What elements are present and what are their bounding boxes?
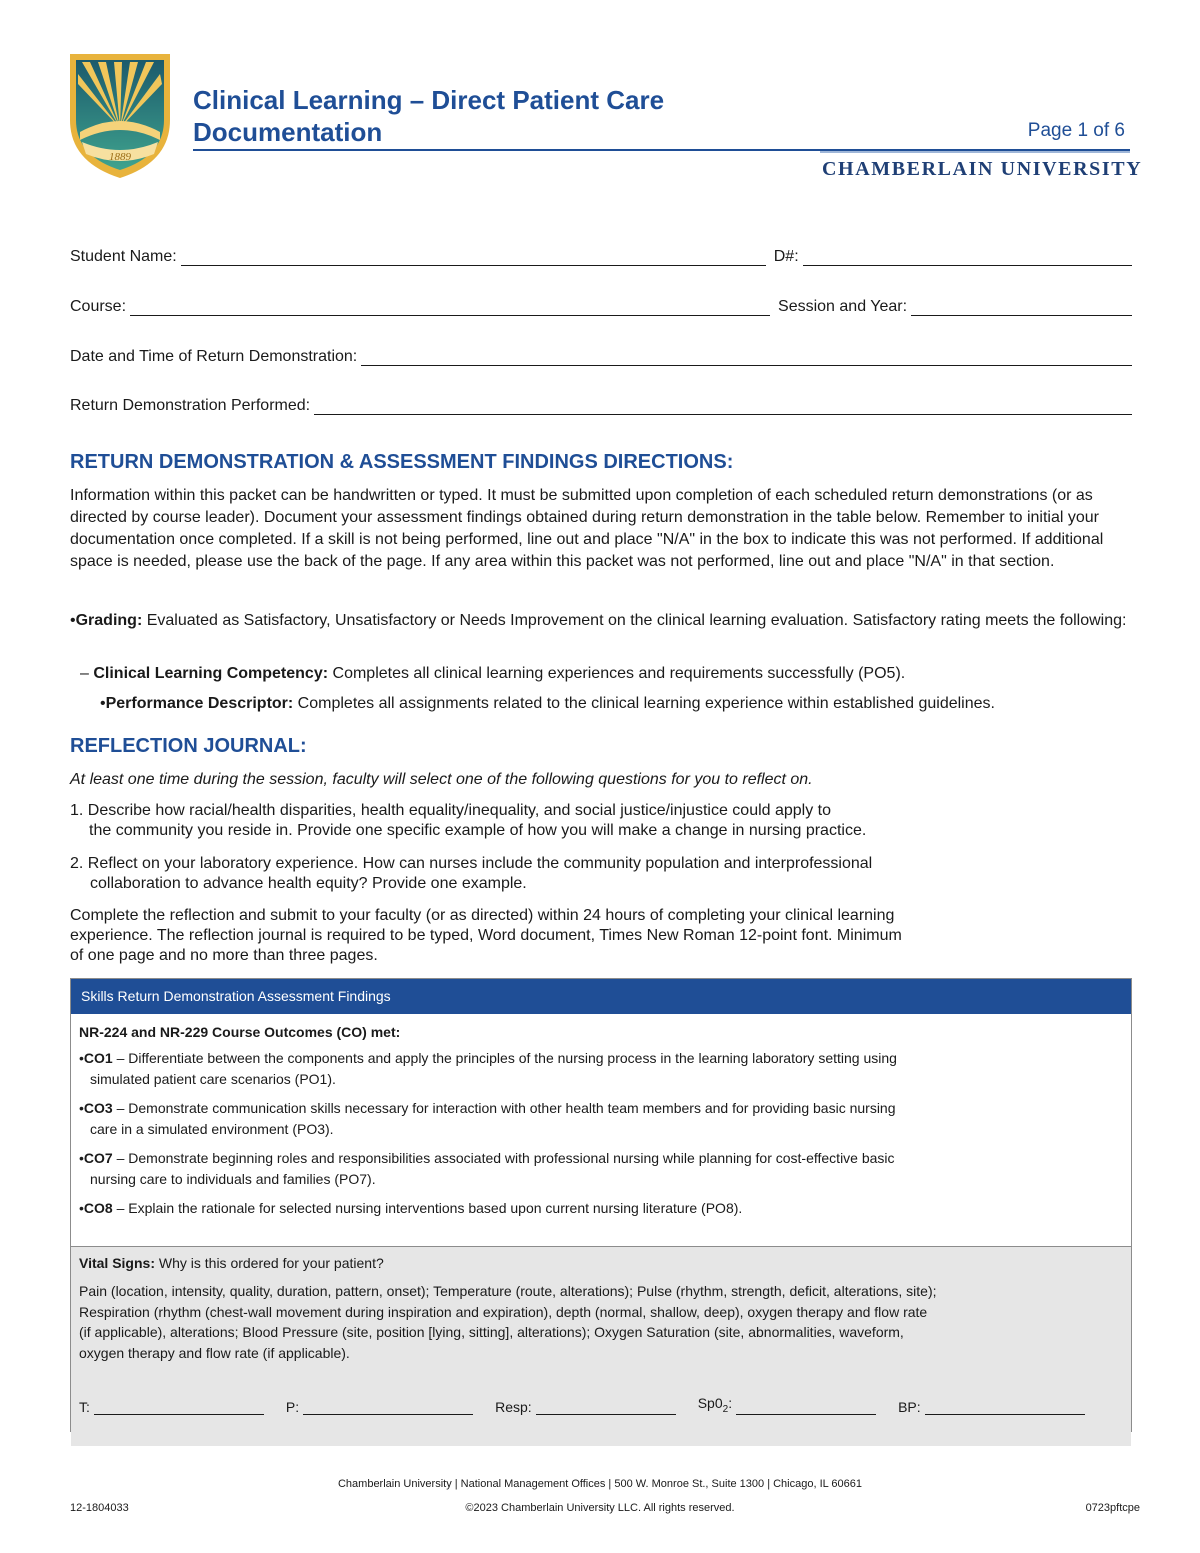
outcome-text: – Demonstrate communication skills necessary for interaction with other health team members and for providing basic nursing bbox=[112, 1100, 896, 1116]
findings-table-header: Skills Return Demonstration Assessment Findings bbox=[71, 979, 1131, 1014]
reflection-closing bbox=[70, 906, 1132, 966]
footer-copyright: ©2023 Chamberlain University LLC. All rights reserved. bbox=[465, 1502, 735, 1514]
document-title-block bbox=[193, 84, 1133, 148]
closing-line-2: experience. The reflection journal is required to be typed, Word document, Times New Roman 12-point font. Minimum bbox=[70, 927, 902, 944]
blood-pressure-label: BP: bbox=[898, 1398, 921, 1415]
descriptor-bullet: •Performance Descriptor: Completes all assignments related to the clinical learning experience within established guidelines. bbox=[100, 695, 995, 712]
competency-bullet: – Clinical Learning Competency: Completes all clinical learning experiences and requirements successfully (PO5). bbox=[80, 665, 906, 682]
question-1-number: 1. bbox=[70, 802, 84, 819]
footer-address: Chamberlain University | National Management Offices | 500 W. Monroe St., Suite 1300 | Chicago, IL 60661 bbox=[337, 1478, 862, 1490]
university-wordmark: CHAMBERLAIN UNIVERSITY bbox=[822, 158, 1143, 180]
assessment-findings-table bbox=[70, 978, 1132, 1432]
reflection-question-1 bbox=[70, 801, 1132, 841]
outcome-text-cont: simulated patient care scenarios (PO1). bbox=[90, 1071, 336, 1087]
vital-signs-section bbox=[71, 1246, 1131, 1446]
course-outcome-item: •CO1 – Differentiate between the components and apply the principles of the nursing process in the learning laboratory setting using simulated patient care scenarios (PO1). bbox=[79, 1048, 1123, 1090]
question-2-line-2: collaboration to advance health equity? Provide one example. bbox=[90, 875, 527, 892]
spo2-field[interactable] bbox=[736, 1398, 876, 1415]
blood-pressure-field[interactable] bbox=[925, 1398, 1085, 1415]
descriptor-label: Performance Descriptor: bbox=[105, 695, 294, 712]
session-year-label: Session and Year: bbox=[778, 298, 908, 315]
student-name-label: Student Name: bbox=[70, 248, 177, 265]
course-label: Course: bbox=[70, 298, 127, 315]
outcome-text: – Explain the rationale for selected nursing interventions based upon current nursing literature (PO8). bbox=[112, 1200, 743, 1216]
footer-document-id: 12-1804033 bbox=[70, 1502, 129, 1514]
competency-text: Completes all clinical learning experiences and requirements successfully (PO5). bbox=[328, 665, 906, 682]
reflection-question-2 bbox=[70, 854, 1132, 894]
performed-row bbox=[70, 385, 1132, 415]
grading-text: Evaluated as Satisfactory, Unsatisfactory or Needs Improvement on the clinical learning evaluation. Satisfactory rating meets the following: bbox=[142, 612, 1127, 629]
vital-signs-description bbox=[79, 1281, 1123, 1363]
respiration-field[interactable] bbox=[536, 1398, 676, 1415]
vitals-line-4: oxygen therapy and flow rate (if applicable). bbox=[79, 1344, 350, 1361]
date-time-field[interactable] bbox=[361, 347, 1132, 366]
outcome-code: CO1 bbox=[83, 1050, 113, 1066]
reflection-heading: REFLECTION JOURNAL: bbox=[70, 735, 307, 757]
header-divider-accent bbox=[820, 151, 1130, 153]
course-outcomes-title: NR-224 and NR-229 Course Outcomes (CO) met: bbox=[79, 1024, 401, 1040]
pulse-label: P: bbox=[285, 1398, 300, 1415]
closing-line-1: Complete the reflection and submit to your faculty (or as directed) within 24 hours of completing your clinical learning bbox=[70, 907, 895, 924]
document-title: Clinical Learning – Direct Patient Care bbox=[193, 85, 665, 115]
question-2-number: 2. bbox=[70, 855, 84, 872]
pulse-field[interactable] bbox=[303, 1398, 473, 1415]
respiration-label: Resp: bbox=[495, 1398, 532, 1415]
performed-field[interactable] bbox=[314, 396, 1132, 415]
outcome-code: CO3 bbox=[83, 1100, 113, 1116]
footer-code: 0723pftcpe bbox=[1085, 1502, 1140, 1514]
vital-signs-question: Why is this ordered for your patient? bbox=[154, 1255, 384, 1271]
vitals-line-1: Pain (location, intensity, quality, duration, pattern, onset); Temperature (route, alterations); Pulse (rhythm, strength, deficit, alterations, site); bbox=[79, 1283, 937, 1299]
course-outcome-item: •CO7 – Demonstrate beginning roles and responsibilities associated with professional nursing while planning for cost-effective basic nursing care to individuals and families (PO7). bbox=[79, 1148, 1123, 1190]
course-outcome-item: •CO3 – Demonstrate communication skills necessary for interaction with other health team members and for providing basic nursing care in a simulated environment (PO3). bbox=[79, 1098, 1123, 1140]
descriptor-text: Completes all assignments related to the clinical learning experience within established guidelines. bbox=[293, 695, 995, 712]
d-number-field[interactable] bbox=[803, 247, 1132, 266]
university-crest-logo bbox=[66, 50, 174, 180]
grading-bullet: •Grading: Evaluated as Satisfactory, Unsatisfactory or Needs Improvement on the clinical learning evaluation. Satisfactory rating meets the following: bbox=[70, 612, 1127, 629]
reflection-intro: At least one time during the session, faculty will select one of the following questions for you to reflect on. bbox=[70, 771, 813, 788]
grading-label: Grading: bbox=[75, 612, 143, 629]
outcome-text-cont: nursing care to individuals and families (PO7). bbox=[90, 1171, 376, 1187]
vital-signs-entry-row bbox=[79, 1395, 1123, 1415]
date-time-label: Date and Time of Return Demonstration: bbox=[70, 348, 358, 365]
spo2-label: $Sp0_2$: bbox=[697, 1395, 733, 1415]
question-1-line-2: the community you reside in. Provide one specific example of how you will make a change in nursing practice. bbox=[89, 822, 867, 839]
question-1-line-1: Describe how racial/health disparities, health equality/inequality, and social justice/injustice could apply to bbox=[87, 802, 832, 819]
course-outcomes-section bbox=[71, 1014, 1131, 1246]
outcome-text-cont: care in a simulated environment (PO3). bbox=[90, 1121, 334, 1137]
vital-signs-label: Vital Signs: bbox=[79, 1255, 155, 1271]
outcome-code: CO8 bbox=[83, 1200, 113, 1216]
directions-heading: RETURN DEMONSTRATION & ASSESSMENT FINDINGS DIRECTIONS: bbox=[70, 451, 734, 473]
directions-body: Information within this packet can be handwritten or typed. It must be submitted upon completion of each scheduled return demonstrations (or as directed by course leader). Document your assessment findings obtained during return demonstration in the table below. Remember to initial your documentation once completed. If a skill is not being performed, line out and place "N/A" in the box to indicate this was not performed. If additional space is needed, please use the back of the page. If any area within this packet was not performed, line out and place "N/A" in that section. bbox=[70, 487, 1104, 570]
page-number: Page 1 of 6 bbox=[1027, 120, 1125, 141]
session-year-field[interactable] bbox=[911, 297, 1132, 316]
question-2-line-1: Reflect on your laboratory experience. How can nurses include the community population and interprofessional bbox=[87, 855, 873, 872]
course-info-row bbox=[70, 286, 1132, 316]
performed-label: Return Demonstration Performed: bbox=[70, 397, 311, 414]
temperature-field[interactable] bbox=[94, 1398, 264, 1415]
student-info-row bbox=[70, 236, 1132, 266]
student-name-field[interactable] bbox=[181, 247, 766, 266]
date-time-row bbox=[70, 336, 1132, 366]
d-number-label: D#: bbox=[773, 248, 799, 265]
temperature-label: T: bbox=[79, 1398, 90, 1415]
competency-label: Clinical Learning Competency: bbox=[93, 665, 329, 682]
vitals-line-3: (if applicable), alterations; Blood Pressure (site, position [lying, sitting], alterations); Oxygen Saturation (site, abnormalities, waveform, bbox=[79, 1324, 904, 1340]
outcome-text: – Differentiate between the components and apply the principles of the nursing process in the learning laboratory setting using bbox=[112, 1050, 897, 1066]
outcome-text: – Demonstrate beginning roles and responsibilities associated with professional nursing while planning for cost-effective basic bbox=[112, 1150, 895, 1166]
document-subtitle: Documentation bbox=[193, 117, 383, 147]
outcome-code: CO7 bbox=[83, 1150, 113, 1166]
closing-line-3: of one page and no more than three pages. bbox=[70, 947, 378, 964]
course-outcome-item: •CO8 – Explain the rationale for selected nursing interventions based upon current nursing literature (PO8). bbox=[79, 1200, 743, 1216]
vitals-line-2: Respiration (rhythm (chest-wall movement during inspiration and expiration), depth (normal, shallow, deep), oxygen therapy and flow rate bbox=[79, 1303, 928, 1320]
crest-year: 1889 bbox=[109, 151, 131, 163]
course-field[interactable] bbox=[130, 297, 770, 316]
